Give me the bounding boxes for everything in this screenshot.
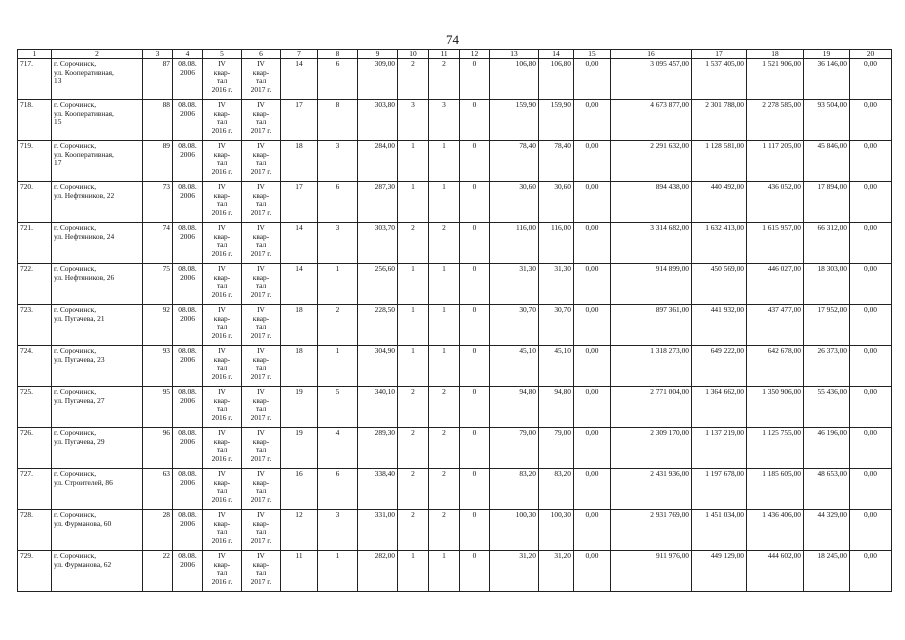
col14-area-cell: 159,90 [539,100,574,141]
col14-area-cell: 94,80 [539,387,574,428]
row-number: 723. [18,305,52,346]
row-number: 725. [18,387,52,428]
cost-b-cell: 2 278 585,00 [747,100,804,141]
total-cost-cell: 2 431 936,00 [611,469,692,510]
col14-area-cell: 30,60 [539,182,574,223]
column-number-13: 13 [490,50,539,59]
start-period-cell: IV квар- тал 2016 г. [203,182,242,223]
start-period-cell: IV квар- тал 2016 г. [203,469,242,510]
col12-cell: 0 [460,510,490,551]
house-id-cell: 95 [143,387,173,428]
cost-c-cell: 17 952,00 [804,305,850,346]
col15-area-cell: 0,00 [574,182,611,223]
date-cell: 08.08. 2006 [173,428,203,469]
area-cell: 287,30 [358,182,398,223]
col7-cell: 17 [281,182,318,223]
col7-cell: 19 [281,428,318,469]
cost-a-cell: 1 451 034,00 [692,510,747,551]
column-number-6: 6 [242,50,281,59]
col11-cell: 2 [429,510,460,551]
cost-c-cell: 17 894,00 [804,182,850,223]
cost-d-cell: 0,00 [850,469,892,510]
total-cost-cell: 3 314 682,00 [611,223,692,264]
col8-cell: 1 [318,264,358,305]
col15-area-cell: 0,00 [574,100,611,141]
total-cost-cell: 897 361,00 [611,305,692,346]
cost-a-cell: 449 129,00 [692,551,747,592]
table-row [18,346,892,387]
column-number-9: 9 [358,50,398,59]
cost-a-cell: 440 492,00 [692,182,747,223]
col13-area-cell: 79,00 [490,428,539,469]
address-cell: г. Сорочинск, ул. Фурманова, 62 [52,551,143,592]
table-row [18,387,892,428]
cost-a-cell: 1 137 219,00 [692,428,747,469]
address-cell: г. Сорочинск, ул. Пугачева, 21 [52,305,143,346]
cost-c-cell: 93 504,00 [804,100,850,141]
table-row [18,141,892,182]
col13-area-cell: 83,20 [490,469,539,510]
area-cell: 331,00 [358,510,398,551]
house-id-cell: 28 [143,510,173,551]
col12-cell: 0 [460,428,490,469]
cost-c-cell: 36 146,00 [804,59,850,100]
start-period-cell: IV квар- тал 2016 г. [203,428,242,469]
col15-area-cell: 0,00 [574,223,611,264]
col10-cell: 2 [398,428,429,469]
row-number: 729. [18,551,52,592]
cost-b-cell: 1 350 906,00 [747,387,804,428]
date-cell: 08.08. 2006 [173,346,203,387]
table-row [18,510,892,551]
date-cell: 08.08. 2006 [173,469,203,510]
column-number-16: 16 [611,50,692,59]
cost-d-cell: 0,00 [850,141,892,182]
col10-cell: 3 [398,100,429,141]
col15-area-cell: 0,00 [574,551,611,592]
col10-cell: 1 [398,551,429,592]
col8-cell: 3 [318,223,358,264]
col11-cell: 1 [429,141,460,182]
date-cell: 08.08. 2006 [173,141,203,182]
cost-d-cell: 0,00 [850,264,892,305]
start-period-cell: IV квар- тал 2016 г. [203,510,242,551]
col8-cell: 5 [318,387,358,428]
total-cost-cell: 2 931 769,00 [611,510,692,551]
row-number: 717. [18,59,52,100]
col13-area-cell: 78,40 [490,141,539,182]
start-period-cell: IV квар- тал 2016 г. [203,223,242,264]
col10-cell: 2 [398,387,429,428]
cost-b-cell: 436 052,00 [747,182,804,223]
column-number-3: 3 [143,50,173,59]
col14-area-cell: 79,00 [539,428,574,469]
start-period-cell: IV квар- тал 2016 г. [203,551,242,592]
cost-d-cell: 0,00 [850,223,892,264]
col13-area-cell: 45,10 [490,346,539,387]
cost-c-cell: 48 653,00 [804,469,850,510]
end-period-cell: IV квар- тал 2017 г. [242,469,281,510]
cost-b-cell: 1 521 906,00 [747,59,804,100]
column-number-7: 7 [281,50,318,59]
row-number: 727. [18,469,52,510]
total-cost-cell: 2 309 170,00 [611,428,692,469]
column-number-11: 11 [429,50,460,59]
address-cell: г. Сорочинск, ул. Кооперативная, 17 [52,141,143,182]
cost-c-cell: 45 846,00 [804,141,850,182]
house-id-cell: 74 [143,223,173,264]
end-period-cell: IV квар- тал 2017 г. [242,428,281,469]
house-id-cell: 92 [143,305,173,346]
start-period-cell: IV квар- тал 2016 г. [203,141,242,182]
end-period-cell: IV квар- тал 2017 г. [242,387,281,428]
date-cell: 08.08. 2006 [173,264,203,305]
table-row [18,100,892,141]
table-row [18,551,892,592]
col10-cell: 1 [398,305,429,346]
cost-c-cell: 55 436,00 [804,387,850,428]
col14-area-cell: 100,30 [539,510,574,551]
cost-b-cell: 1 436 406,00 [747,510,804,551]
date-cell: 08.08. 2006 [173,387,203,428]
cost-c-cell: 18 245,00 [804,551,850,592]
start-period-cell: IV квар- тал 2016 г. [203,387,242,428]
col14-area-cell: 31,30 [539,264,574,305]
date-cell: 08.08. 2006 [173,223,203,264]
end-period-cell: IV квар- тал 2017 г. [242,223,281,264]
col12-cell: 0 [460,346,490,387]
date-cell: 08.08. 2006 [173,305,203,346]
col11-cell: 2 [429,428,460,469]
col15-area-cell: 0,00 [574,264,611,305]
table-row [18,264,892,305]
column-number-4: 4 [173,50,203,59]
total-cost-cell: 911 976,00 [611,551,692,592]
cost-d-cell: 0,00 [850,305,892,346]
area-cell: 303,70 [358,223,398,264]
area-cell: 338,40 [358,469,398,510]
col13-area-cell: 100,30 [490,510,539,551]
date-cell: 08.08. 2006 [173,59,203,100]
col15-area-cell: 0,00 [574,428,611,469]
col12-cell: 0 [460,551,490,592]
col12-cell: 0 [460,59,490,100]
cost-d-cell: 0,00 [850,346,892,387]
end-period-cell: IV квар- тал 2017 г. [242,510,281,551]
cost-d-cell: 0,00 [850,551,892,592]
col7-cell: 11 [281,551,318,592]
col13-area-cell: 31,20 [490,551,539,592]
col13-area-cell: 30,70 [490,305,539,346]
col11-cell: 3 [429,100,460,141]
date-cell: 08.08. 2006 [173,551,203,592]
house-id-cell: 63 [143,469,173,510]
cost-b-cell: 642 678,00 [747,346,804,387]
col15-area-cell: 0,00 [574,346,611,387]
col11-cell: 1 [429,305,460,346]
area-cell: 256,60 [358,264,398,305]
address-cell: г. Сорочинск, ул. Строителей, 86 [52,469,143,510]
row-number: 721. [18,223,52,264]
cost-a-cell: 450 569,00 [692,264,747,305]
column-number-5: 5 [203,50,242,59]
col14-area-cell: 31,20 [539,551,574,592]
col13-area-cell: 31,30 [490,264,539,305]
total-cost-cell: 894 438,00 [611,182,692,223]
cost-b-cell: 1 615 957,00 [747,223,804,264]
col7-cell: 18 [281,305,318,346]
cost-d-cell: 0,00 [850,100,892,141]
col8-cell: 3 [318,141,358,182]
col7-cell: 19 [281,387,318,428]
col8-cell: 6 [318,59,358,100]
cost-a-cell: 1 128 581,00 [692,141,747,182]
cost-d-cell: 0,00 [850,428,892,469]
cost-d-cell: 0,00 [850,59,892,100]
housing-table [17,49,892,592]
address-cell: г. Сорочинск, ул. Нефтяников, 26 [52,264,143,305]
end-period-cell: IV квар- тал 2017 г. [242,264,281,305]
column-number-17: 17 [692,50,747,59]
column-number-8: 8 [318,50,358,59]
cost-d-cell: 0,00 [850,510,892,551]
house-id-cell: 73 [143,182,173,223]
col10-cell: 1 [398,346,429,387]
start-period-cell: IV квар- тал 2016 г. [203,100,242,141]
col11-cell: 1 [429,182,460,223]
cost-a-cell: 1 632 413,00 [692,223,747,264]
row-number: 722. [18,264,52,305]
cost-c-cell: 44 329,00 [804,510,850,551]
col12-cell: 0 [460,387,490,428]
table-row [18,223,892,264]
col8-cell: 6 [318,469,358,510]
cost-b-cell: 446 027,00 [747,264,804,305]
area-cell: 284,00 [358,141,398,182]
house-id-cell: 75 [143,264,173,305]
house-id-cell: 96 [143,428,173,469]
cost-d-cell: 0,00 [850,387,892,428]
col7-cell: 17 [281,100,318,141]
house-id-cell: 88 [143,100,173,141]
col7-cell: 14 [281,264,318,305]
cost-c-cell: 18 303,00 [804,264,850,305]
address-cell: г. Сорочинск, ул. Кооперативная, 13 [52,59,143,100]
col11-cell: 2 [429,223,460,264]
row-number: 720. [18,182,52,223]
col13-area-cell: 159,90 [490,100,539,141]
address-cell: г. Сорочинск, ул. Пугачева, 29 [52,428,143,469]
end-period-cell: IV квар- тал 2017 г. [242,305,281,346]
end-period-cell: IV квар- тал 2017 г. [242,59,281,100]
total-cost-cell: 3 095 457,00 [611,59,692,100]
date-cell: 08.08. 2006 [173,100,203,141]
col12-cell: 0 [460,264,490,305]
column-number-19: 19 [804,50,850,59]
col14-area-cell: 45,10 [539,346,574,387]
col15-area-cell: 0,00 [574,387,611,428]
table-row [18,59,892,100]
end-period-cell: IV квар- тал 2017 г. [242,141,281,182]
house-id-cell: 93 [143,346,173,387]
col12-cell: 0 [460,305,490,346]
table-row [18,469,892,510]
house-id-cell: 87 [143,59,173,100]
col15-area-cell: 0,00 [574,141,611,182]
col13-area-cell: 116,00 [490,223,539,264]
area-cell: 289,30 [358,428,398,469]
col14-area-cell: 106,80 [539,59,574,100]
column-number-20: 20 [850,50,892,59]
table-row [18,182,892,223]
address-cell: г. Сорочинск, ул. Нефтяников, 24 [52,223,143,264]
col14-area-cell: 116,00 [539,223,574,264]
date-cell: 08.08. 2006 [173,510,203,551]
col8-cell: 1 [318,551,358,592]
col13-area-cell: 106,80 [490,59,539,100]
address-cell: г. Сорочинск, ул. Кооперативная, 15 [52,100,143,141]
col10-cell: 1 [398,141,429,182]
cost-a-cell: 2 301 788,00 [692,100,747,141]
col11-cell: 1 [429,346,460,387]
cost-a-cell: 441 932,00 [692,305,747,346]
cost-d-cell: 0,00 [850,182,892,223]
area-cell: 303,80 [358,100,398,141]
cost-b-cell: 1 185 605,00 [747,469,804,510]
col10-cell: 2 [398,223,429,264]
address-cell: г. Сорочинск, ул. Пугачева, 27 [52,387,143,428]
col8-cell: 4 [318,428,358,469]
col15-area-cell: 0,00 [574,59,611,100]
col10-cell: 1 [398,182,429,223]
start-period-cell: IV квар- тал 2016 г. [203,59,242,100]
cost-c-cell: 46 196,00 [804,428,850,469]
end-period-cell: IV квар- тал 2017 г. [242,182,281,223]
cost-a-cell: 1 537 405,00 [692,59,747,100]
cost-b-cell: 437 477,00 [747,305,804,346]
total-cost-cell: 2 771 004,00 [611,387,692,428]
table-row [18,305,892,346]
column-number-12: 12 [460,50,490,59]
column-number-2: 2 [52,50,143,59]
row-number: 724. [18,346,52,387]
total-cost-cell: 914 899,00 [611,264,692,305]
col8-cell: 8 [318,100,358,141]
cost-c-cell: 26 373,00 [804,346,850,387]
house-id-cell: 89 [143,141,173,182]
total-cost-cell: 2 291 632,00 [611,141,692,182]
cost-b-cell: 1 125 755,00 [747,428,804,469]
col12-cell: 0 [460,469,490,510]
col15-area-cell: 0,00 [574,469,611,510]
end-period-cell: IV квар- тал 2017 г. [242,346,281,387]
end-period-cell: IV квар- тал 2017 г. [242,100,281,141]
col12-cell: 0 [460,141,490,182]
col14-area-cell: 78,40 [539,141,574,182]
col7-cell: 14 [281,59,318,100]
col11-cell: 2 [429,469,460,510]
col12-cell: 0 [460,100,490,141]
table-body [18,59,892,592]
cost-b-cell: 444 602,00 [747,551,804,592]
end-period-cell: IV квар- тал 2017 г. [242,551,281,592]
address-cell: г. Сорочинск, ул. Пугачева, 23 [52,346,143,387]
col10-cell: 2 [398,510,429,551]
row-number: 719. [18,141,52,182]
col11-cell: 2 [429,387,460,428]
area-cell: 309,00 [358,59,398,100]
col13-area-cell: 30,60 [490,182,539,223]
cost-b-cell: 1 117 205,00 [747,141,804,182]
cost-a-cell: 649 222,00 [692,346,747,387]
col8-cell: 2 [318,305,358,346]
col14-area-cell: 83,20 [539,469,574,510]
col12-cell: 0 [460,223,490,264]
column-number-row [18,50,892,59]
col10-cell: 2 [398,59,429,100]
col11-cell: 1 [429,551,460,592]
area-cell: 304,90 [358,346,398,387]
cost-a-cell: 1 197 678,00 [692,469,747,510]
col7-cell: 18 [281,141,318,182]
column-number-1: 1 [18,50,52,59]
page-number: 74 [446,32,459,47]
col12-cell: 0 [460,182,490,223]
row-number: 718. [18,100,52,141]
col14-area-cell: 30,70 [539,305,574,346]
start-period-cell: IV квар- тал 2016 г. [203,305,242,346]
area-cell: 228,50 [358,305,398,346]
cost-a-cell: 1 364 662,00 [692,387,747,428]
col15-area-cell: 0,00 [574,510,611,551]
start-period-cell: IV квар- тал 2016 г. [203,264,242,305]
row-number: 728. [18,510,52,551]
column-number-10: 10 [398,50,429,59]
col8-cell: 1 [318,346,358,387]
col13-area-cell: 94,80 [490,387,539,428]
col7-cell: 14 [281,223,318,264]
col8-cell: 6 [318,182,358,223]
row-number: 726. [18,428,52,469]
column-number-14: 14 [539,50,574,59]
col11-cell: 1 [429,264,460,305]
col7-cell: 18 [281,346,318,387]
area-cell: 340,10 [358,387,398,428]
table-row [18,428,892,469]
col7-cell: 12 [281,510,318,551]
total-cost-cell: 1 318 273,00 [611,346,692,387]
address-cell: г. Сорочинск, ул. Фурманова, 60 [52,510,143,551]
date-cell: 08.08. 2006 [173,182,203,223]
column-number-15: 15 [574,50,611,59]
col7-cell: 16 [281,469,318,510]
cost-c-cell: 66 312,00 [804,223,850,264]
col11-cell: 2 [429,59,460,100]
col8-cell: 3 [318,510,358,551]
total-cost-cell: 4 673 877,00 [611,100,692,141]
col15-area-cell: 0,00 [574,305,611,346]
house-id-cell: 22 [143,551,173,592]
col10-cell: 1 [398,264,429,305]
col10-cell: 2 [398,469,429,510]
address-cell: г. Сорочинск, ул. Нефтяников, 22 [52,182,143,223]
column-number-18: 18 [747,50,804,59]
start-period-cell: IV квар- тал 2016 г. [203,346,242,387]
area-cell: 282,00 [358,551,398,592]
